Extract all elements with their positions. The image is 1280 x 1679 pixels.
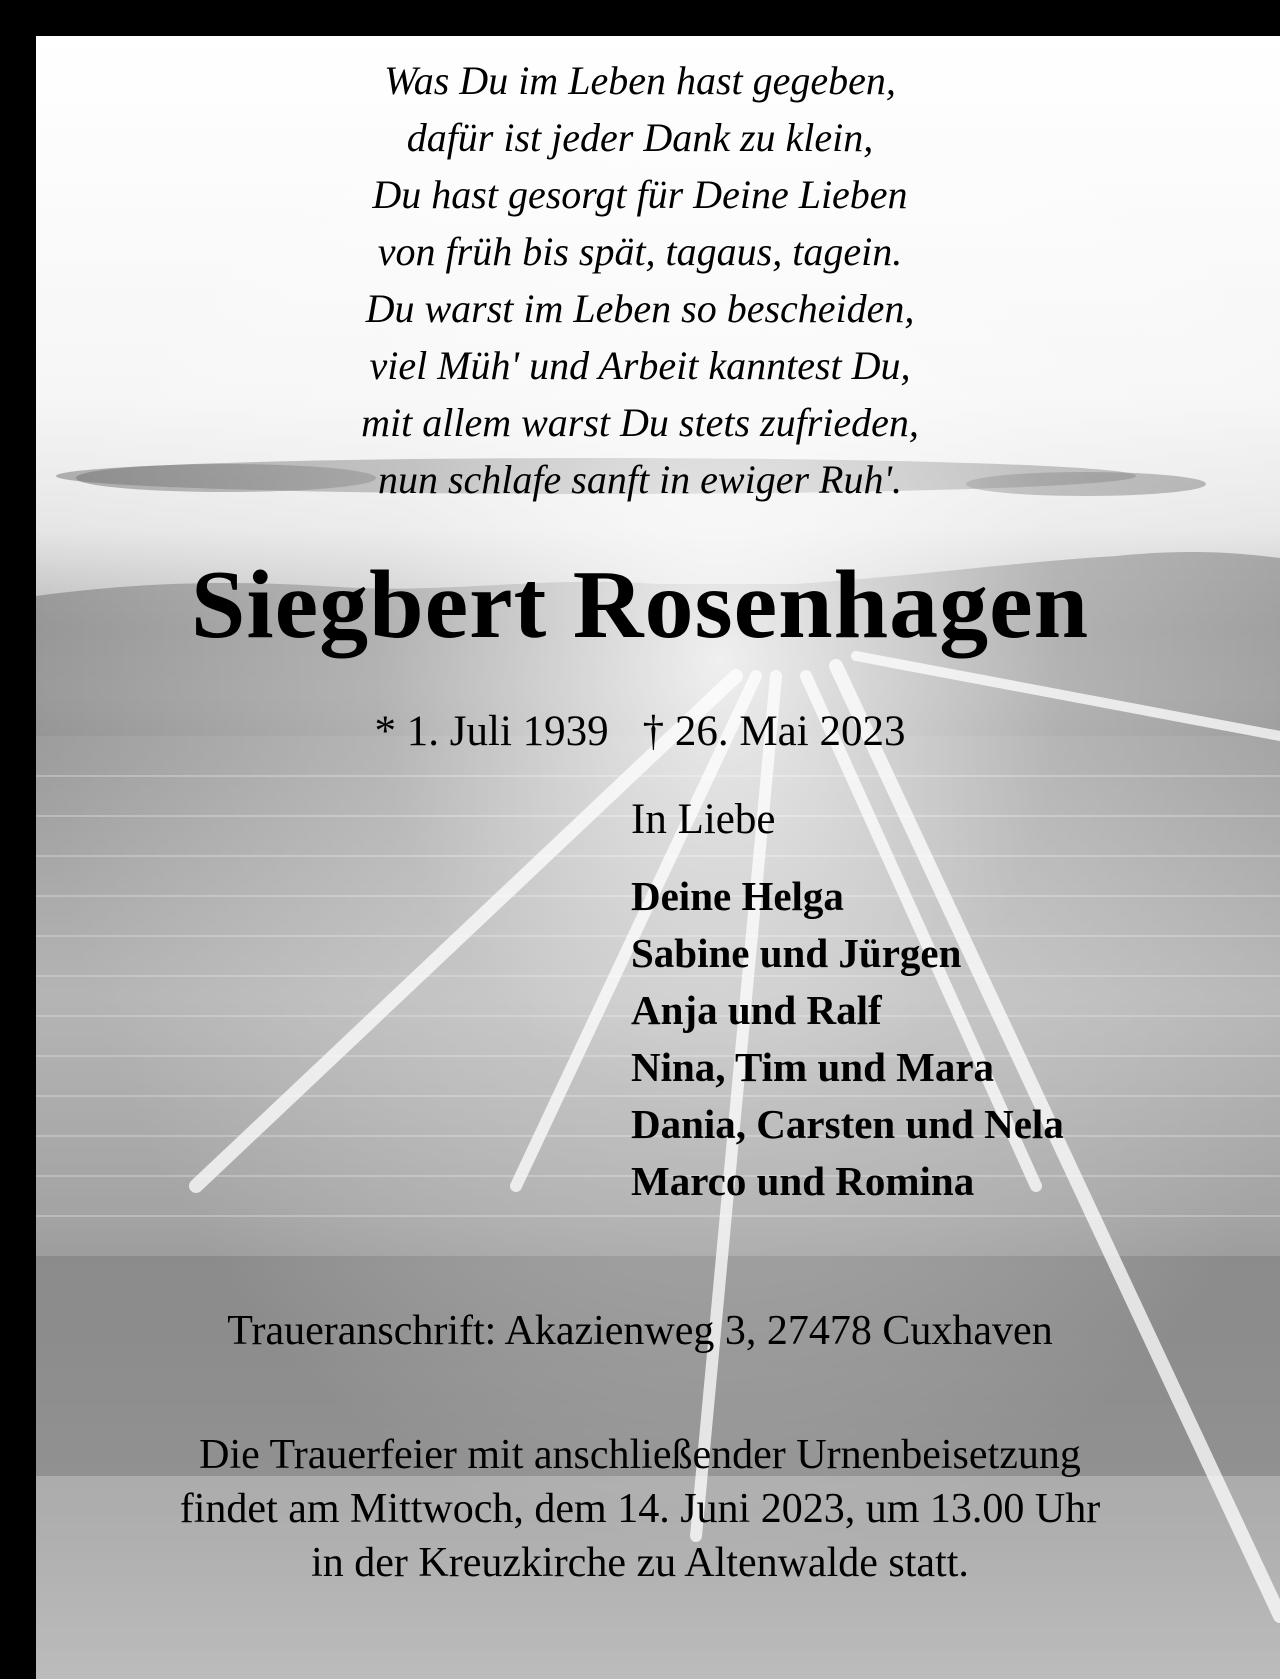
mourner-name: Nina, Tim und Mara [631, 1044, 995, 1090]
poem-line: dafür ist jeder Dank zu klein, [406, 115, 874, 160]
poem-line: nun schlafe sanft in ewiger Ruh'. [377, 457, 903, 502]
service-line: findet am Mittwoch, dem 14. Juni 2023, um 13.00 Uhr [179, 1486, 1101, 1532]
poem-line: von früh bis spät, tagaus, tagein. [377, 229, 903, 274]
deceased-name: Siegbert Rosenhagen [190, 551, 1090, 659]
mourners-intro: In Liebe [631, 796, 776, 843]
mourner-name: Anja und Ralf [631, 987, 882, 1033]
memorial-poem [0, 52, 1280, 508]
poem-line: viel Müh' und Arbeit kanntest Du, [369, 343, 911, 388]
life-dates [0, 707, 1280, 757]
birth-date: * 1. Juli 1939 [374, 708, 609, 755]
poem-line: Du warst im Leben so bescheiden, [365, 286, 915, 331]
mourner-name: Marco und Romina [631, 1158, 975, 1204]
mourners-list [631, 868, 1064, 1210]
mourner-name: Dania, Carsten und Nela [631, 1101, 1064, 1147]
service-line: Die Trauerfeier mit anschließender Urnenbeisetzung [199, 1432, 1081, 1478]
funeral-service-info [0, 1428, 1280, 1590]
poem-line: Du hast gesorgt für Deine Lieben [372, 172, 908, 217]
poem-line: Was Du im Leben hast gegeben, [384, 58, 896, 103]
death-date: † 26. Mai 2023 [642, 708, 906, 755]
mourning-address: Traueranschrift: Akazienweg 3, 27478 Cuxhaven [227, 1308, 1053, 1354]
poem-line: mit allem warst Du stets zufrieden, [361, 400, 919, 445]
mourner-name: Deine Helga [631, 873, 844, 919]
mourner-name: Sabine und Jürgen [631, 930, 962, 976]
service-line: in der Kreuzkirche zu Altenwalde statt. [311, 1540, 969, 1586]
